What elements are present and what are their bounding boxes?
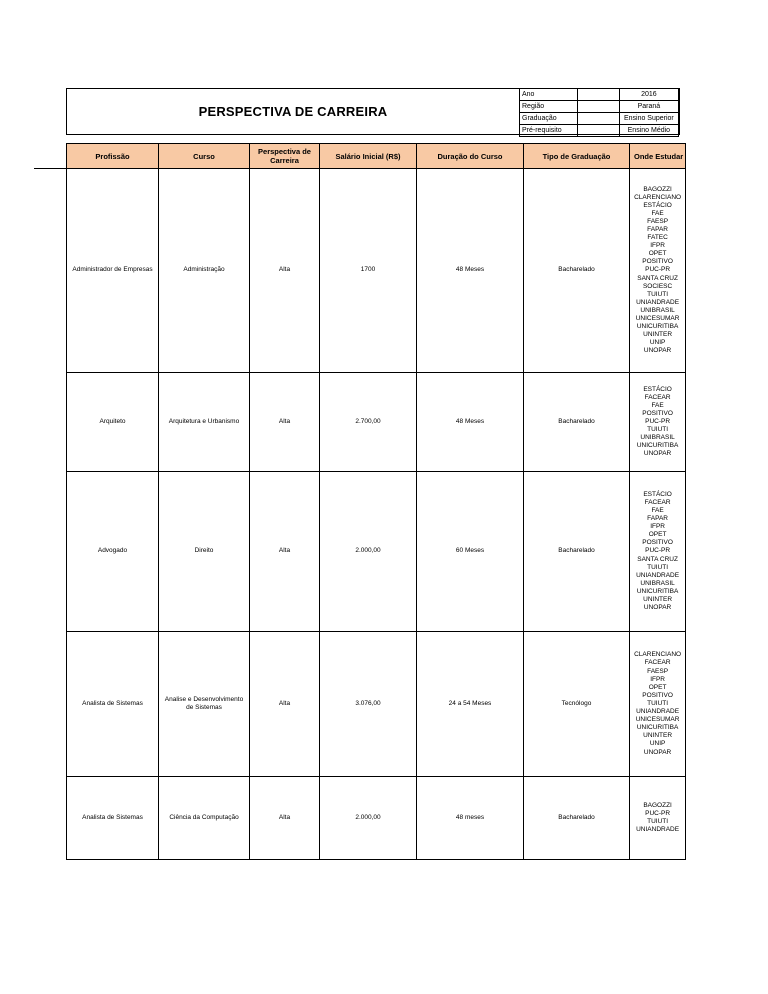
institution-item: TUIUTI bbox=[647, 699, 669, 707]
institution-item: CLARENCIANO bbox=[634, 193, 682, 201]
cell-salario: 1700 bbox=[320, 169, 417, 373]
institution-item: FACEAR bbox=[644, 659, 671, 667]
table-row bbox=[67, 373, 686, 472]
col-header-tipo: Tipo de Graduação bbox=[524, 144, 630, 169]
institution-item: ESTÁCIO bbox=[643, 385, 672, 393]
cell-onde-estudar bbox=[630, 373, 686, 472]
cell-tipo: Bacharelado bbox=[524, 472, 630, 632]
institution-item: UNIP bbox=[649, 740, 666, 748]
cell-onde-estudar bbox=[630, 777, 686, 860]
cell-onde-estudar bbox=[630, 632, 686, 777]
cell-perspectiva: Alta bbox=[250, 777, 320, 860]
institution-item: TUIUTI bbox=[647, 818, 669, 825]
institution-item: PUC-PR bbox=[645, 417, 671, 425]
institution-item: SANTA CRUZ bbox=[637, 274, 678, 282]
institution-item: ESTÁCIO bbox=[643, 490, 672, 498]
meta-blank bbox=[577, 113, 619, 125]
institution-item: FAPAR bbox=[647, 225, 669, 233]
institution-item: FAESP bbox=[647, 667, 669, 675]
institution-item: OPET bbox=[648, 683, 667, 691]
meta-blank bbox=[577, 89, 619, 101]
page-title: PERSPECTIVA DE CARREIRA bbox=[198, 104, 388, 119]
cell-duracao: 60 Meses bbox=[417, 472, 524, 632]
institution-item: BAGOZZI bbox=[643, 801, 672, 809]
meta-row-prerequisito bbox=[520, 125, 679, 137]
col-header-salario: Salário Inicial (R$) bbox=[320, 144, 417, 169]
institution-item: PUC-PR bbox=[645, 547, 671, 555]
cell-curso: Analise e Desenvolvimento de Sistemas bbox=[159, 632, 250, 777]
meta-row-regiao bbox=[520, 101, 679, 113]
meta-row-graduacao bbox=[520, 113, 679, 125]
cell-duracao: 48 Meses bbox=[417, 169, 524, 373]
cell-duracao: 48 meses bbox=[417, 777, 524, 860]
meta-blank bbox=[577, 101, 619, 113]
institution-item: FAE bbox=[651, 401, 664, 409]
cell-curso: Ciência da Computação bbox=[159, 777, 250, 860]
institution-item: POSITIVO bbox=[642, 409, 673, 417]
institution-item: UNICURITIBA bbox=[636, 724, 679, 732]
cell-salario: 3.076,00 bbox=[320, 632, 417, 777]
institution-item: UNIANDRADE bbox=[636, 298, 680, 306]
institution-item: TUIUTI bbox=[647, 426, 669, 434]
institution-item: UNIP bbox=[649, 339, 666, 347]
cell-tipo: Bacharelado bbox=[524, 169, 630, 373]
institution-item: FAPAR bbox=[647, 515, 669, 523]
meta-value: Ensino Superior bbox=[619, 113, 678, 125]
institution-item: UNICESUMAR bbox=[635, 716, 680, 724]
institution-item: ESTÁCIO bbox=[643, 201, 672, 209]
col-header-curso: Curso bbox=[159, 144, 250, 169]
cell-perspectiva: Alta bbox=[250, 169, 320, 373]
institution-item: UNICURITIBA bbox=[636, 323, 679, 331]
cell-salario: 2.700,00 bbox=[320, 373, 417, 472]
cell-profissao: Arquiteto bbox=[67, 373, 159, 472]
margin-tick-line bbox=[34, 168, 66, 169]
institution-item: UNICURITIBA bbox=[636, 442, 679, 450]
institution-item: UNINTER bbox=[643, 596, 673, 604]
institution-item: POSITIVO bbox=[642, 691, 673, 699]
institution-item: UNOPAR bbox=[643, 748, 672, 756]
table-row bbox=[67, 472, 686, 632]
meta-label: Ano bbox=[520, 89, 578, 101]
meta-table bbox=[519, 88, 679, 137]
institution-item: UNIBRASIL bbox=[640, 434, 675, 442]
meta-value: Ensino Médio bbox=[619, 125, 678, 137]
institution-item: OPET bbox=[648, 531, 667, 539]
table-row bbox=[67, 777, 686, 860]
table-header-row bbox=[67, 144, 686, 169]
institution-item: UNIBRASIL bbox=[640, 579, 675, 587]
col-header-duracao: Duração do Curso bbox=[417, 144, 524, 169]
cell-profissao: Analista de Sistemas bbox=[67, 632, 159, 777]
institution-item: IFPR bbox=[650, 242, 665, 250]
cell-profissao: Administrador de Empresas bbox=[67, 169, 159, 373]
header-box bbox=[66, 88, 680, 135]
institution-item: BAGOZZI bbox=[643, 185, 672, 193]
cell-profissao: Analista de Sistemas bbox=[67, 777, 159, 860]
table-row bbox=[67, 169, 686, 373]
institution-item: IFPR bbox=[650, 523, 665, 531]
institution-item: POSITIVO bbox=[642, 258, 673, 266]
cell-perspectiva: Alta bbox=[250, 373, 320, 472]
career-table bbox=[66, 143, 686, 860]
cell-perspectiva: Alta bbox=[250, 632, 320, 777]
meta-value: Paraná bbox=[619, 101, 678, 113]
col-header-profissao: Profissão bbox=[67, 144, 159, 169]
cell-profissao: Advogado bbox=[67, 472, 159, 632]
institution-item: FACEAR bbox=[644, 498, 671, 506]
institution-item: FATEC bbox=[647, 234, 668, 242]
cell-tipo: Bacharelado bbox=[524, 777, 630, 860]
institution-item: FAESP bbox=[647, 217, 669, 225]
institution-item: UNICESUMAR bbox=[635, 315, 680, 323]
institution-item: PUC-PR bbox=[645, 809, 671, 817]
cell-duracao: 48 Meses bbox=[417, 373, 524, 472]
cell-onde-estudar bbox=[630, 169, 686, 373]
meta-value: 2016 bbox=[619, 89, 678, 101]
cell-onde-estudar bbox=[630, 472, 686, 632]
cell-perspectiva: Alta bbox=[250, 472, 320, 632]
cell-salario: 2.000,00 bbox=[320, 777, 417, 860]
institution-item: UNINTER bbox=[643, 331, 673, 339]
meta-label: Região bbox=[520, 101, 578, 113]
institution-item: UNINTER bbox=[643, 732, 673, 740]
institution-item: UNOPAR bbox=[643, 347, 672, 355]
col-header-perspectiva: Perspectiva de Carreira bbox=[250, 144, 320, 169]
institution-item: FACEAR bbox=[644, 393, 671, 401]
col-header-onde: Onde Estudar bbox=[630, 144, 686, 169]
institution-item: CLARENCIANO bbox=[634, 651, 682, 659]
institution-item: TUIUTI bbox=[647, 290, 669, 298]
meta-label: Pré-requisito bbox=[520, 125, 578, 137]
institution-item: POSITIVO bbox=[642, 539, 673, 547]
table-body bbox=[67, 169, 686, 860]
cell-salario: 2.000,00 bbox=[320, 472, 417, 632]
institution-item: TUIUTI bbox=[647, 563, 669, 571]
institution-item: SANTA CRUZ bbox=[637, 555, 678, 563]
meta-label: Graduação bbox=[520, 113, 578, 125]
institution-item: UNIANDRADE bbox=[636, 571, 680, 579]
cell-curso: Administração bbox=[159, 169, 250, 373]
cell-curso: Direito bbox=[159, 472, 250, 632]
institution-item: IFPR bbox=[650, 675, 665, 683]
institution-item: UNIANDRADE bbox=[636, 826, 680, 834]
meta-row-ano bbox=[520, 89, 679, 101]
table-row bbox=[67, 632, 686, 777]
cell-curso: Arquitetura e Urbanismo bbox=[159, 373, 250, 472]
institution-item: UNIBRASIL bbox=[640, 306, 675, 314]
institution-item: FAE bbox=[651, 506, 664, 514]
cell-duracao: 24 a 54 Meses bbox=[417, 632, 524, 777]
institution-item: PUC-PR bbox=[645, 266, 671, 274]
institution-item: UNICURITIBA bbox=[636, 587, 679, 595]
cell-tipo: Bacharelado bbox=[524, 373, 630, 472]
institution-item: OPET bbox=[648, 250, 667, 258]
institution-item: UNIANDRADE bbox=[636, 708, 680, 716]
meta-blank bbox=[577, 125, 619, 137]
institution-item: FAE bbox=[651, 209, 664, 217]
institution-item: UNOPAR bbox=[643, 604, 672, 612]
institution-item: UNOPAR bbox=[643, 450, 672, 458]
cell-tipo: Tecnólogo bbox=[524, 632, 630, 777]
institution-item: SOCIESC bbox=[642, 282, 673, 290]
